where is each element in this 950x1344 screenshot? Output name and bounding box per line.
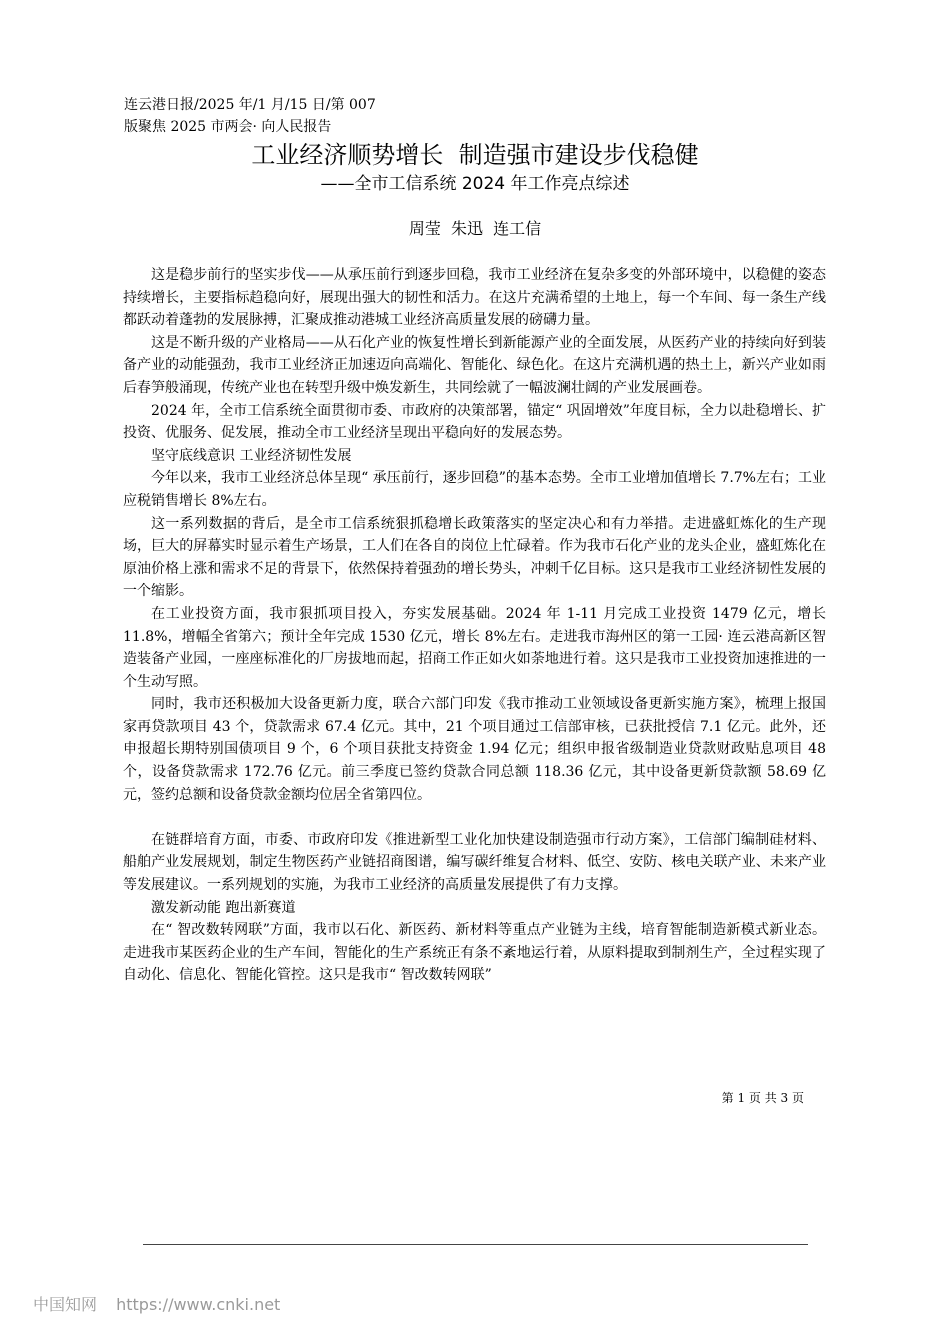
paragraph: 在链群培育方面，市委、市政府印发《推进新型工业化加快建设制造强市行动方案》，工信部门编制硅材料、船舶产业发展规划，制定生物医药产业链招商图谱，编写碳纤维复合材料、低空、安防、核电关联产业、未来产业等发展建议。一系列规划的实施，为我市工业经济的高质量发展提供了有力支撑。	[123, 831, 826, 894]
section-line: 版聚焦 2025 市两会· 向人民报告	[124, 119, 332, 135]
paragraph: 在“ 智改数转网联”方面，我市以石化、新医药、新材料等重点产业链为主线，培育智能制造新模式新业态。走进我市某医药企业的生产车间，智能化的生产系统正有条不紊地运行着，从原料提取到制剂生产，全过程实现了自动化、信息化、智能化管控。这只是我市“ 智改数转网联”	[123, 922, 826, 984]
paragraph: 同时，我市还积极加大设备更新力度，联合六部门印发《我市推动工业领域设备更新实施方案》，梳理上报国家再贷款项目 43 个，贷款需求 67.4 亿元。其中，21 个项目通过工信部审核，已获批授信 7.1 亿元。此外，还申报超长期特别国债项目 9 个，6 个项目获批支持资金 1.94 亿元；组织申报省级制造业贷款财政贴息项目 48 个，设备贷款需求 172.76 亿元。前三季度已签约贷款合同总额 118.36 亿元，其中设备更新贷款额 58.69 亿元，签约总额和设备贷款金额均位居全省第四位。	[123, 696, 826, 803]
paragraph: 这是不断升级的产业格局——从石化产业的恢复性增长到新能源产业的全面发展，从医药产业的持续向好到装备产业的动能强劲，我市工业经济正加速迈向高端化、智能化、绿色化。在这片充满机遇的热土上，新兴产业如雨后春笋般涌现，传统产业也在转型升级中焕发新生，共同绘就了一幅波澜壮阔的产业发展画卷。	[123, 334, 826, 396]
paragraph: 在工业投资方面，我市狠抓项目投入，夯实发展基础。2024 年 1-11 月完成工业投资 1479 亿元，增长 11.8%，增幅全省第六；预计全年完成 1530 亿元，增长 8%左右。走进我市海州区的第一工园· 连云港高新区智造装备产业园，一座座标准化的厂房拔地而起，招商工作正如火如荼地进行着。这只是我市工业投资加速推进的一个生动写照。	[123, 605, 826, 690]
section-heading: 激发新动能 跑出新赛道	[151, 899, 296, 916]
page-number: 第 1 页 共 3 页	[721, 1091, 804, 1105]
article-authors: 周莹 朱迅 连工信	[408, 219, 542, 238]
article-title: 工业经济顺势增长 制造强市建设步伐稳健	[251, 141, 699, 169]
paragraph: 这一系列数据的背后，是全市工信系统狠抓稳增长政策落实的坚定决心和有力举措。走进盛虹炼化的生产现场，巨大的屏幕实时显示着生产场景，工人们在各自的岗位上忙碌着。作为我市石化产业的龙头企业，盛虹炼化在原油价格上涨和需求不足的背景下，依然保持着强劲的增长势头，冲刺千亿目标。这只是我市工业经济韧性发展的一个缩影。	[123, 515, 826, 600]
paragraph: 今年以来，我市工业经济总体呈现“ 承压前行，逐步回稳”的基本态势。全市工业增加值增长 7.7%左右；工业应税销售增长 8%左右。	[123, 470, 826, 509]
paragraph: 这是稳步前行的坚实步伐——从承压前行到逐步回稳，我市工业经济在复杂多变的外部环境中，以稳健的姿态持续增长，主要指标趋稳向好，展现出强大的韧性和活力。在这片充满希望的土地上，每一个车间、每一条生产线都跃动着蓬勃的发展脉搏，汇聚成推动港城工业经济高质量发展的磅礴力量。	[123, 267, 826, 329]
article-body	[123, 264, 826, 987]
footer-divider	[143, 1244, 808, 1245]
blank-line	[123, 806, 826, 829]
watermark-brand: 中国知网	[33, 1295, 98, 1314]
paragraph: 2024 年，全市工信系统全面贯彻市委、市政府的决策部署，锚定“ 巩固增效”年度目标，全力以赴稳增长、扩投资、优服务、促发展，推动全市工业经济呈现出平稳向好的发展态势。	[123, 402, 826, 442]
watermark-url: https://www.cnki.net	[116, 1295, 281, 1314]
cnki-watermark	[33, 1294, 280, 1316]
source-line: 连云港日报/2025 年/1 月/15 日/第 007	[124, 97, 376, 113]
section-heading: 坚守底线意识 工业经济韧性发展	[151, 447, 352, 464]
article-subtitle: ——全市工信系统 2024 年工作亮点综述	[320, 174, 630, 194]
